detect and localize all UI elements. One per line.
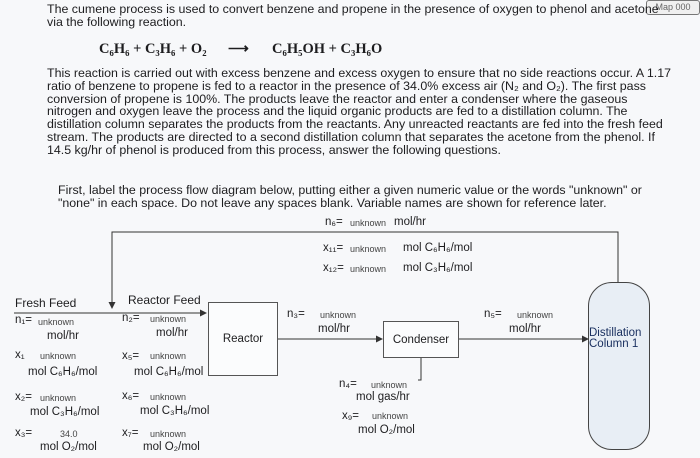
- n2-label: n₂=: [122, 312, 140, 324]
- x1-value[interactable]: unknown: [40, 351, 77, 361]
- x11-unit: mol C₆H₆/mol: [403, 242, 473, 254]
- n5-unit: mol/hr: [509, 323, 541, 335]
- n2-unit: mol/hr: [156, 327, 188, 339]
- x3-unit: mol O₂/mol: [40, 441, 97, 453]
- map-badge[interactable]: Map 000: [646, 0, 700, 15]
- n5-value[interactable]: unknown: [517, 310, 554, 320]
- x6-unit: mol C₃H₆/mol: [140, 405, 210, 417]
- x5-unit: mol C₆H₆/mol: [134, 366, 204, 378]
- n4-unit: mol gas/hr: [356, 391, 410, 403]
- x11-value[interactable]: unknown: [350, 244, 387, 254]
- x9-label: x₉=: [342, 410, 360, 422]
- n6-unit: mol/hr: [394, 216, 426, 228]
- x7-label: x₇=: [122, 427, 139, 439]
- n1-label: n₁=: [15, 314, 32, 326]
- x6-label: x₆=: [122, 390, 140, 402]
- reactor-feed-title: Reactor Feed: [128, 293, 201, 307]
- intro-text: The cumene process is used to convert benzene and propene in the presence of oxygen to phenol and acetone via the following reaction.: [47, 2, 659, 29]
- x5-value[interactable]: unknown: [150, 351, 187, 361]
- reactor-box: [208, 302, 278, 376]
- x1-unit: mol C₆H₆/mol: [28, 366, 98, 378]
- x9-value[interactable]: unknown: [372, 411, 409, 421]
- x2-label: x₂=: [15, 391, 32, 403]
- equation-lhs: C₆H₆ + C₃H₆ + O₂: [99, 41, 207, 57]
- x1-label: x₁: [15, 349, 25, 361]
- condenser-box: [383, 321, 459, 358]
- x3-value[interactable]: 34.0: [60, 429, 78, 439]
- x2-value[interactable]: unknown: [40, 393, 77, 403]
- n3-label: n₃=: [287, 308, 305, 320]
- distillation-column-label: Distillation Column 1: [589, 327, 642, 350]
- n1-value[interactable]: unknown: [38, 317, 75, 327]
- n6-value[interactable]: unknown: [350, 218, 387, 228]
- x6-value[interactable]: unknown: [150, 392, 187, 402]
- instructions-text: First, label the process flow diagram below, putting either a given numeric value or the words "unknown" or "none" in each space. Do not leave any spaces blank. Variable names are shown for reference later.: [58, 183, 642, 210]
- n2-value[interactable]: unknown: [150, 314, 187, 324]
- x2-unit: mol C₃H₆/mol: [30, 406, 100, 418]
- n1-unit: mol/hr: [47, 330, 79, 342]
- n3-value[interactable]: unknown: [320, 310, 357, 320]
- x7-unit: mol O₂/mol: [143, 441, 200, 453]
- n5-label: n₅=: [484, 308, 502, 320]
- distillation-column: [588, 282, 650, 450]
- n4-value[interactable]: unknown: [371, 380, 408, 390]
- equation-rhs: C₆H₅OH + C₃H₆O: [272, 41, 383, 57]
- x12-label: x₁₂=: [323, 262, 344, 274]
- x9-unit: mol O₂/mol: [358, 424, 415, 436]
- equation-arrow: ⟶: [228, 41, 249, 57]
- x12-value[interactable]: unknown: [350, 264, 387, 274]
- x5-label: x₅=: [122, 350, 140, 362]
- x12-unit: mol C₃H₆/mol: [403, 262, 473, 274]
- reactor-label: Reactor: [222, 333, 264, 345]
- n4-label: n₄=: [339, 378, 357, 390]
- problem-paragraph: This reaction is carried out with excess benzene and excess oxygen to ensure that no side reactions occur. A 1.17 ratio of benzene to propene is fed to a reactor in the presence of 34.0% excess air (N₂ and O₂). The first pass conversion of propene is 100%. The products leave the reactor and enter a condenser where the gaseous nitrogen and oxygen leave the process and the liquid organic products are fed to a distillation column. The distillation column separates the products from the reactants. Any unreacted reactants are fed into the fresh feed stream. The products are directed to a second distillation column that separates the acetone from the phenol. If 14.5 kg/hr of phenol is produced from this process, answer the following questions.: [47, 66, 672, 157]
- fresh-feed-title: Fresh Feed: [15, 296, 77, 310]
- x7-value[interactable]: unknown: [150, 429, 187, 439]
- x3-label: x₃=: [15, 427, 33, 439]
- n6-label: n₆=: [325, 216, 343, 228]
- condenser-label: Condenser: [392, 333, 450, 346]
- x11-label: x₁₁=: [323, 242, 344, 254]
- n3-unit: mol/hr: [318, 323, 350, 335]
